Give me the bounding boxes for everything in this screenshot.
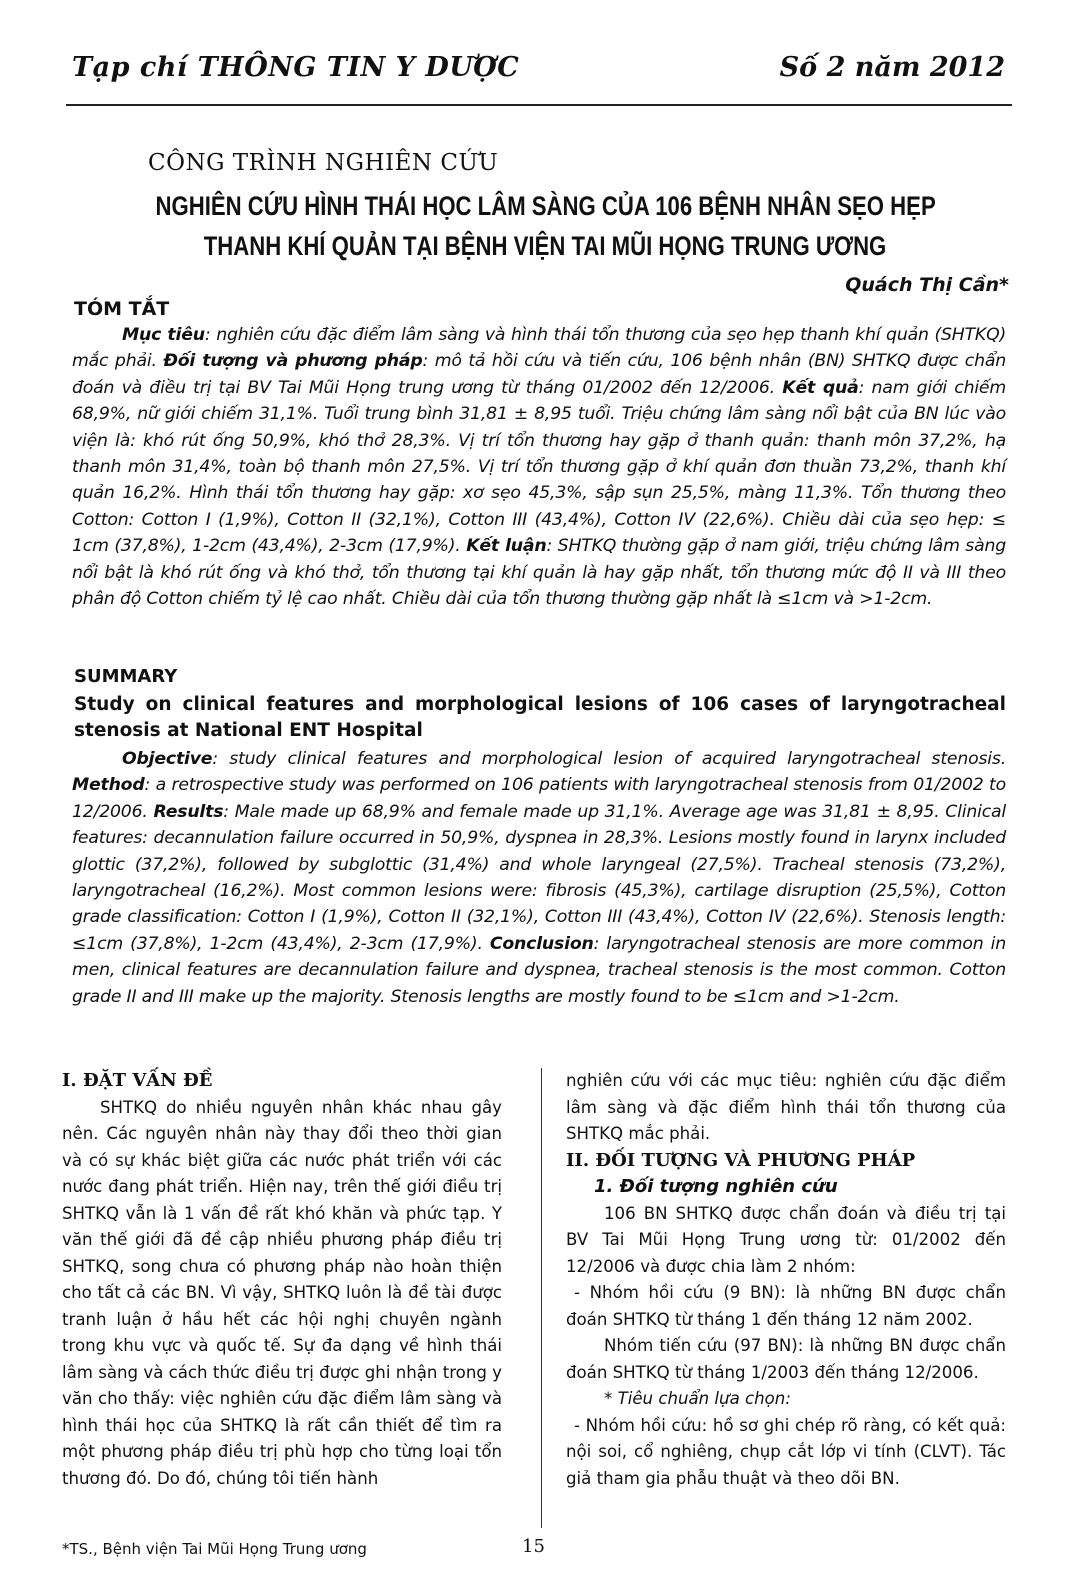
prospective-group: Nhóm tiến cứu (97 BN): là những BN được chẩn đoán SHTKQ từ tháng 1/2003 đến tháng 12/2006. (566, 1336, 1006, 1382)
summary-heading: SUMMARY (74, 666, 178, 687)
left-column (62, 1068, 502, 1492)
section-1-heading: I. ĐẶT VẤN ĐỀ (62, 1070, 213, 1091)
retrospective-group: - Nhóm hồi cứu (9 BN): là những BN được chẩn đoán SHTKQ từ tháng 1 đến tháng 12 năm 2002. (566, 1283, 1006, 1329)
subsection-1-heading: 1. Đối tượng nghiên cứu (594, 1176, 838, 1197)
title-line-1: NGHIÊN CỨU HÌNH THÁI HỌC LÂM SÀNG CỦA 106 BỆNH NHÂN SẸO HẸP (155, 191, 936, 221)
method-label: Method (72, 775, 145, 796)
muctieu-label: Mục tiêu (122, 325, 205, 345)
abstract-heading-vi: TÓM TẮT (74, 298, 170, 320)
column-divider (541, 1068, 542, 1528)
header-rule (66, 104, 1012, 106)
footnote: *TS., Bệnh viện Tai Mũi Họng Trung ương (62, 1540, 367, 1558)
objective-label: Objective (122, 749, 213, 769)
right-column (566, 1068, 1006, 1492)
section-2-heading: II. ĐỐI TƯỢNG VÀ PHƯƠNG PHÁP (566, 1149, 916, 1171)
subjects-paragraph: 106 BN SHTKQ được chẩn đoán và điều trị tại BV Tai Mũi Họng Trung ương từ: 01/2002 đến 12/2006 và được chia làm 2 nhóm: (566, 1203, 1006, 1276)
results-label: Results (153, 801, 224, 822)
section-1-continuation: nghiên cứu với các mục tiêu: nghiên cứu đặc điểm lâm sàng và đặc điểm hình thái tổn thương của SHTKQ mắc phải. (566, 1071, 1006, 1143)
retrospective-criteria: - Nhóm hồi cứu: hồ sơ ghi chép rõ ràng, có kết quả: nội soi, cổ nghiêng, chụp cắt lớp vi tính (CLVT). Tác giả tham gia phẫu thuật và theo dõi BN. (566, 1415, 1006, 1488)
conclusion-text: : laryngotracheal stenosis are more common in men, clinical features are decannulation failure and dyspnea, tracheal stenosis is the most common. Cotton grade II and III make up the majority. Stenosis lengths are mostly found to be ≤1cm and >1-2cm. (72, 933, 1006, 1007)
summary-title: Study on clinical features and morphological lesions of 106 cases of laryngotracheal stenosis at National ENT Hospital (74, 694, 1006, 741)
section-label: CÔNG TRÌNH NGHIÊN CỨU (148, 150, 499, 176)
issue-number: Số 2 năm 2012 (779, 52, 1005, 83)
conclusion-label: Conclusion (489, 933, 594, 954)
summary-en (72, 746, 1006, 1010)
page-header (0, 0, 1087, 120)
muctieu-text: : nghiên cứu đặc điểm lâm sàng và hình thái tổn thương của sẹo hẹp thanh khí quản (SHTKQ) mắc phải. (72, 325, 1007, 372)
doituong-text: : mô tả hồi cứu và tiến cứu, 106 bệnh nhân (BN) SHTKQ được chẩn đoán và điều trị tại BV Tai Mũi Họng trung ương từ tháng 01/2002 đến 12/2006. (72, 351, 1007, 398)
selection-criteria-heading: * Tiêu chuẩn lựa chọn: (604, 1389, 791, 1408)
page-number: 15 (522, 1536, 545, 1557)
journal-title: Tạp chí THÔNG TIN Y DƯỢC (72, 52, 520, 83)
ketqua-label: Kết quả (782, 377, 859, 398)
ketluan-label: Kết luận (466, 536, 547, 557)
method-text: : a retrospective study was performed on 106 patients with laryngotracheal stenosis from 01/2002 to 12/2006. (72, 775, 1006, 822)
objective-text: : study clinical features and morphological lesion of acquired laryngotracheal stenosis. (212, 749, 1006, 769)
author: Quách Thị Cần* (845, 274, 1009, 296)
section-1-paragraph: SHTKQ do nhiều nguyên nhân khác nhau gây nên. Các nguyên nhân này thay đổi theo thời gian và có sự khác biệt giữa các nước phát triển với các nước đang phát triển. Hiện nay, trên thế giới điều trị SHTKQ vẫn là 1 vấn đề rất khó khăn và phức tạp. Y văn thế giới đã đề cập nhiều phương pháp điều trị SHTKQ, song chưa có phương pháp nào hoàn thiện cho tất cả các BN. Vì vậy, SHTKQ luôn là đề tài được tranh luận ở hầu hết các hội nghị chuyên ngành trong khu vực và quốc tế. Sự đa dạng về hình thái lâm sàng và cách thức điều trị được ghi nhận trong y văn cho thấy: việc nghiên cứu đặc điểm lâm sàng và hình thái học của SHTKQ là rất cần thiết để tìm ra một phương pháp điều trị phù hợp cho từng loại tổn thương đó. Do đó, chúng tôi tiến hành (62, 1097, 502, 1488)
ketluan-text: : SHTKQ thường gặp ở nam giới, triệu chứng lâm sàng nổi bật là khó rút ống và khó thở, tổn thương tại khí quản là hay gặp nhất, tổn thương mức độ II và III theo phân độ Cotton chiếm tỷ lệ cao nhất. Chiều dài của tổn thương thường gặp nhất là ≤1cm và >1-2cm. (72, 536, 1007, 610)
results-text: : Male made up 68,9% and female made up 31,1%. Average age was 31,81 ± 8,95. Clinical features: decannulation failure occurred in 50,9%, dyspnea in 28,3%. Lesions mostly found in larynx included glottic (37,2%), followed by subglottic (31,4%) and whole laryngeal (27,5%). Tracheal stenosis (73,2%), laryngotracheal (16,2%). Most common lesions were: fibrosis (45,3%), cartilage disruption (25,5%), Cotton grade classification: Cotton I (1,9%), Cotton II (32,1%), Cotton III (43,4%), Cotton IV (22,6%). Stenosis length: ≤1cm (37,8%), 1-2cm (43,4%), 2-3cm (17,9%). (72, 801, 1006, 954)
title-line-2: THANH KHÍ QUẢN TẠI BỆNH VIỆN TAI MŨI HỌNG TRUNG ƯƠNG (203, 231, 887, 261)
article-title (156, 186, 935, 266)
abstract-vi (72, 322, 1006, 612)
doituong-label: Đối tượng và phương pháp (163, 351, 423, 372)
ketqua-text: : nam giới chiếm 68,9%, nữ giới chiếm 31,1%. Tuổi trung bình 31,81 ± 8,95 tuổi. Triệu chứng lâm sàng nổi bật của BN lúc vào viện là: khó rút ống 50,9%, khó thở 28,3%. Vị trí tổn thương hay gặp ở thanh quản: thanh môn 37,2%, hạ thanh môn 31,4%, toàn bộ thanh môn 27,5%. Vị trí tổn thương gặp ở khí quản đơn thuần 73,2%, thanh khí quản 16,2%. Hình thái tổn thương hay gặp: xơ sẹo 45,3%, sập sụn 25,5%, màng 11,3%. Tổn thương theo Cotton: Cotton I (1,9%), Cotton II (32,1%), Cotton III (43,4%), Cotton IV (22,6%). Chiều dài của sẹo hẹp: ≤ 1cm (37,8%), 1-2cm (43,4%), 2-3cm (17,9%). (72, 377, 1006, 557)
